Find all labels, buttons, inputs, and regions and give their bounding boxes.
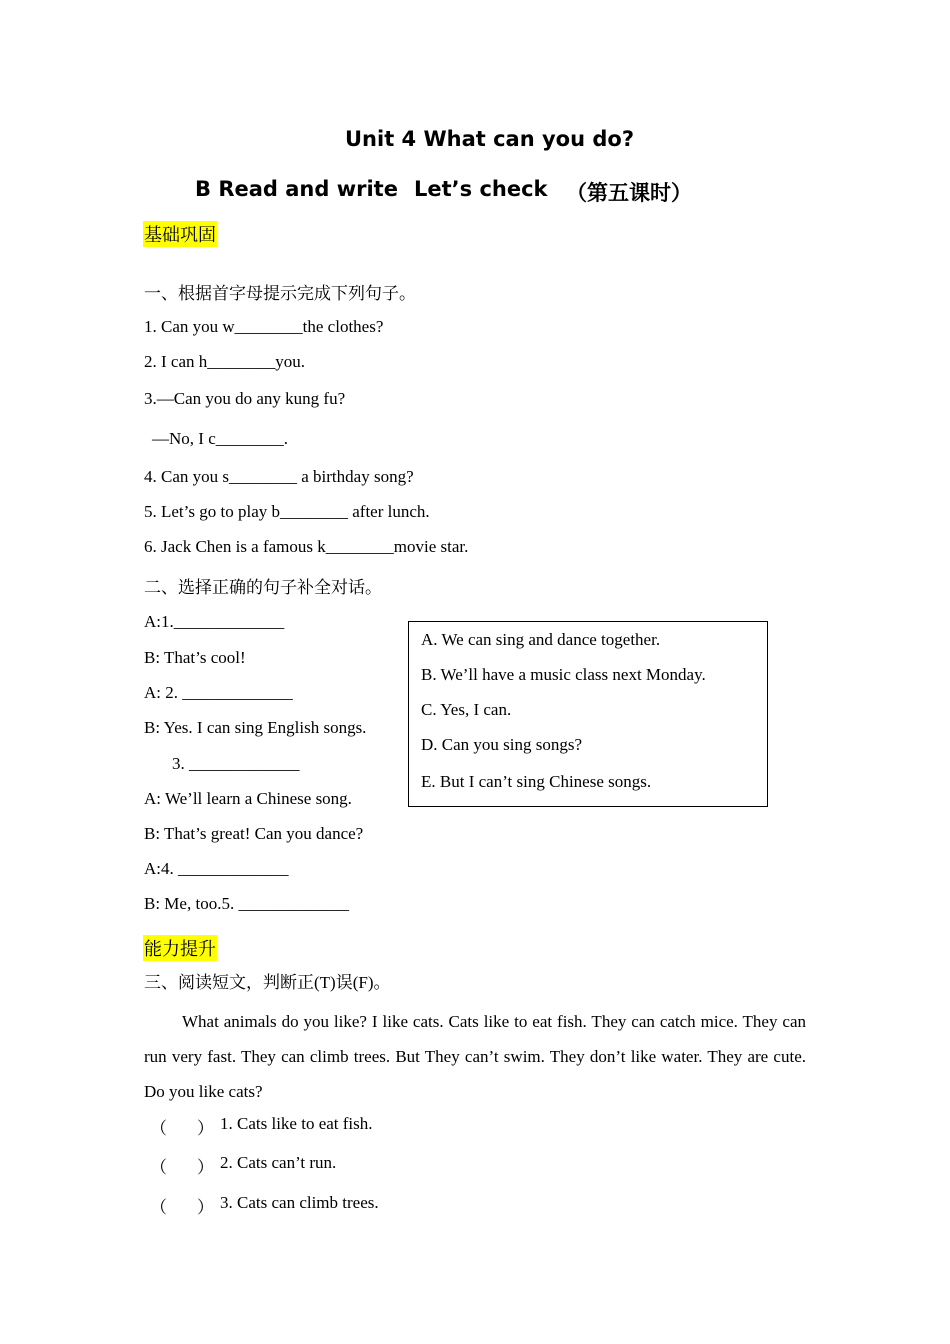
part3-instruction: 三、阅读短文，判断正(T)误(F)。 [144,973,391,992]
page-subtitle-period: （第五课时） [566,181,692,205]
part1-item: 1. Can you w________the clothes? [144,317,384,336]
part1-item: 6. Jack Chen is a famous k________movie star. [144,537,469,556]
option-item: B. We’ll have a music class next Monday. [421,665,706,684]
dialogue-line: A: We’ll learn a Chinese song. [144,789,352,808]
options-box [408,621,768,807]
dialogue-line: B: Yes. I can sing English songs. [144,718,367,737]
answer-bracket-open: （ [150,1198,167,1217]
tf-question: 3. Cats can climb trees. [220,1193,379,1212]
dialogue-line: A: 2. _____________ [144,683,293,702]
dialogue-line: 3. _____________ [172,754,300,773]
answer-bracket-open: （ [150,1119,167,1138]
tf-question: 2. Cats can’t run. [220,1153,337,1172]
dialogue-line: B: That’s cool! [144,648,246,667]
option-item: A. We can sing and dance together. [421,630,661,649]
dialogue-line: A:4. _____________ [144,859,289,878]
option-item: D. Can you sing songs? [421,735,583,754]
option-item: E. But I can’t sing Chinese songs. [421,772,652,791]
answer-bracket-close: ） [197,1158,214,1177]
part1-item: 2. I can h________you. [144,352,306,371]
part1-item: 3.—Can you do any kung fu? [144,389,346,408]
part2-instruction: 二、选择正确的句子补全对话。 [144,578,382,597]
section-tag-basic: 基础巩固 [143,221,217,247]
dialogue-line: B: That’s great! Can you dance? [144,824,364,843]
part1-instruction: 一、根据首字母提示完成下列句子。 [144,284,416,303]
page-subtitle-check: Let’s check [414,177,548,201]
dialogue-line: B: Me, too.5. _____________ [144,894,349,913]
page-title: Unit 4 What can you do? [345,127,635,151]
answer-bracket-close: ） [197,1198,214,1217]
tf-question: 1. Cats like to eat fish. [220,1114,373,1133]
answer-bracket-open: （ [150,1158,167,1177]
part1-item: 4. Can you s________ a birthday song? [144,467,414,486]
option-item: C. Yes, I can. [421,700,512,719]
dialogue-line: A:1._____________ [144,612,285,631]
part1-item: 5. Let’s go to play b________ after lunch. [144,502,430,521]
part1-item-answer: —No, I c________. [152,429,288,448]
answer-bracket-close: ） [197,1119,214,1138]
reading-passage: What animals do you like? I like cats. Cats like to eat fish. They can catch mice. They can run very fast. They can climb trees. But They can’t swim. They don’t like water. They are cute. Do you like cats? [144,1012,806,1101]
section-tag-advanced: 能力提升 [143,935,217,961]
page-subtitle-lesson: B Read and write [195,177,398,201]
